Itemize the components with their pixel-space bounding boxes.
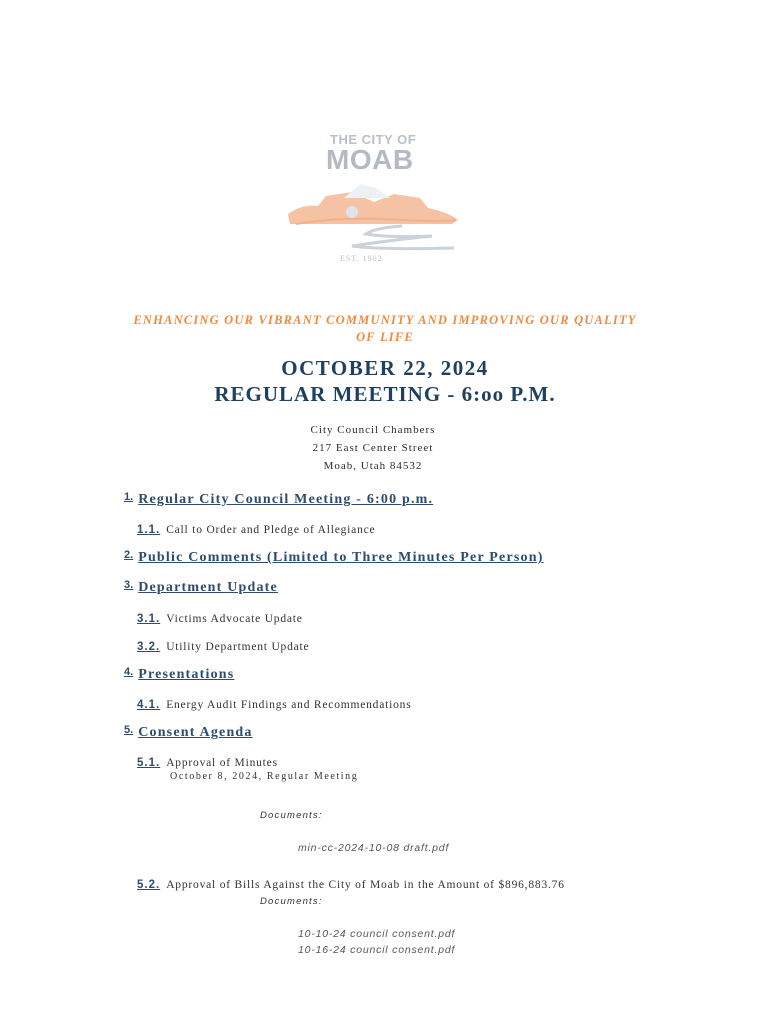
section-number: 2. <box>124 549 134 561</box>
agenda-item-1-1 <box>137 520 375 538</box>
item-title: Approval of Bills Against the City of Moab in the Amount of $896,883.76 <box>166 879 565 891</box>
meeting-date: OCTOBER 22, 2024 <box>281 356 489 380</box>
item-title: Victims Advocate Update <box>166 613 303 625</box>
document-link[interactable]: 10-10-24 council consent.pdf <box>298 928 456 940</box>
documents-label: Documents: <box>260 810 323 821</box>
section-number: 5. <box>124 724 134 736</box>
item-number-link[interactable]: 5.2. <box>137 879 161 891</box>
section-title-link[interactable]: Public Comments (Limited to Three Minutes Per Person) <box>138 550 544 565</box>
location-line-2: 217 East Center Street <box>312 442 434 454</box>
item-subtitle: October 8, 2024, Regular Meeting <box>170 771 359 782</box>
location-line-1: City Council Chambers <box>310 424 436 436</box>
tagline <box>0 312 770 346</box>
logo-line-2: MOAB <box>326 144 414 175</box>
item-number-link[interactable]: 4.1. <box>137 699 161 711</box>
tagline-line-2: OF LIFE <box>356 330 414 344</box>
documents-label: Documents: <box>260 896 323 907</box>
agenda-item-3-1 <box>137 609 303 627</box>
document-link[interactable]: 10-16-24 council consent.pdf <box>298 944 456 956</box>
city-of-moab-logo <box>282 128 462 268</box>
section-number: 4. <box>124 666 134 678</box>
meeting-title: REGULAR MEETING - 6:oo P.M. <box>214 382 556 406</box>
item-number-link[interactable]: 3.2. <box>137 641 161 653</box>
item-title: Approval of Minutes <box>166 757 278 769</box>
item-title: Energy Audit Findings and Recommendations <box>166 699 412 711</box>
agenda-section-4 <box>124 665 234 683</box>
item-number-link[interactable]: 3.1. <box>137 613 161 625</box>
section-number: 1. <box>124 491 134 503</box>
agenda-item-4-1 <box>137 695 412 713</box>
section-number: 3. <box>124 579 134 591</box>
item-title: Call to Order and Pledge of Allegiance <box>166 524 376 536</box>
agenda-item-5-2 <box>137 875 565 893</box>
agenda-item-5-1 <box>137 753 278 771</box>
item-title: Utility Department Update <box>166 641 310 653</box>
mesa-river-icon <box>282 176 462 252</box>
item-number-link[interactable]: 5.1. <box>137 757 161 769</box>
item-number-link[interactable]: 1.1. <box>137 524 161 536</box>
agenda-section-5 <box>124 723 253 741</box>
section-title-link[interactable]: Regular City Council Meeting - 6:00 p.m. <box>138 492 434 507</box>
section-title-link[interactable]: Presentations <box>138 667 235 682</box>
section-title-link[interactable]: Consent Agenda <box>138 725 253 740</box>
location-line-3: Moab, Utah 84532 <box>323 460 423 472</box>
section-title-link[interactable]: Department Update <box>138 580 278 595</box>
document-link[interactable]: min-cc-2024-10-08 draft.pdf <box>298 842 450 854</box>
logo-est: EST. 1902 <box>340 254 383 263</box>
logo-line-1: THE CITY OF <box>330 132 417 147</box>
agenda-section-3 <box>124 578 278 596</box>
tagline-line-1: ENHANCING OUR VIBRANT COMMUNITY AND IMPROVING OUR QUALITY <box>133 313 637 327</box>
agenda-section-1 <box>124 490 433 508</box>
agenda-item-3-2 <box>137 637 309 655</box>
agenda-section-2 <box>124 548 544 566</box>
